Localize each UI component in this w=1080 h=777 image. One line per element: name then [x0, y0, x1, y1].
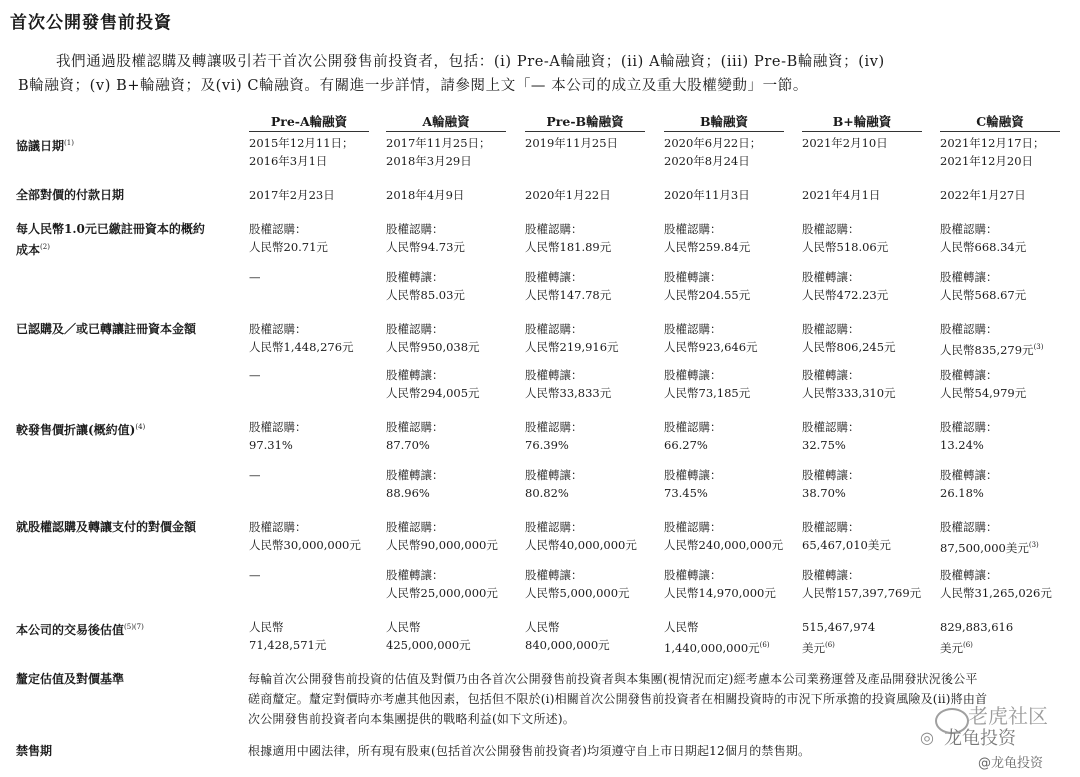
- cell-discount-sub-pre-a: 股權認購： 97.31%: [249, 420, 307, 452]
- column-rule: [386, 131, 506, 132]
- cell-discount-sub-b-plus: 股權認購： 32.75%: [802, 420, 860, 452]
- cell-consideration-tr-pre-a: —: [249, 568, 261, 582]
- cell-discount-tr-pre-a: —: [249, 468, 261, 482]
- row-label-discount: 較發售價折讓(概約值)$^{(4)}$: [16, 423, 146, 437]
- cell-valuation-b: 人民幣 1,440,000,000元$^{(6)}$: [664, 620, 770, 655]
- cell-cost-sub-b: 股權認購： 人民幣259.84元: [664, 222, 751, 254]
- cell-consideration-tr-b-plus: 股權轉讓： 人民幣157,397,769元: [802, 568, 922, 600]
- cell-cost-sub-c: 股權認購： 人民幣668.34元: [940, 222, 1027, 254]
- cell-consideration-tr-pre-b: 股權轉讓： 人民幣5,000,000元: [525, 568, 630, 600]
- cell-capital-tr-pre-b: 股權轉讓： 人民幣33,833元: [525, 368, 612, 400]
- cell-consideration-tr-c: 股權轉讓： 人民幣31,265,026元: [940, 568, 1052, 600]
- watermark-text-brand: 龙龟投资: [944, 728, 1016, 749]
- column-header-c: C輪融資: [976, 114, 1024, 129]
- column-header-b-plus: B+輪融資: [832, 114, 892, 129]
- cell-discount-sub-c: 股權認購： 13.24%: [940, 420, 998, 452]
- cell-cost-sub-pre-b: 股權認購： 人民幣181.89元: [525, 222, 612, 254]
- cell-discount-sub-b: 股權認購： 66.27%: [664, 420, 722, 452]
- cell-payment-date-b-plus: 2021年4月1日: [802, 188, 881, 202]
- cell-valuation-pre-a: 人民幣 71,428,571元: [249, 620, 327, 652]
- cell-cost-tr-c: 股權轉讓： 人民幣568.67元: [940, 270, 1027, 302]
- cell-discount-sub-pre-b: 股權認購： 76.39%: [525, 420, 583, 452]
- cell-cost-sub-b-plus: 股權認購： 人民幣518.06元: [802, 222, 889, 254]
- wechat-logo-icon: ◎: [920, 728, 934, 747]
- cell-valuation-pre-b: 人民幣 840,000,000元: [525, 620, 610, 652]
- cell-cost-tr-pre-a: —: [249, 270, 261, 284]
- cell-valuation-b-plus: 515,467,974 美元$^{(6)}$: [802, 620, 876, 655]
- cell-capital-tr-c: 股權轉讓： 人民幣54,979元: [940, 368, 1027, 400]
- cell-payment-date-c: 2022年1月27日: [940, 188, 1026, 202]
- cell-capital-tr-b-plus: 股權轉讓： 人民幣333,310元: [802, 368, 896, 400]
- row-label-basis: 釐定估值及對價基準: [16, 672, 125, 686]
- row-label-payment-date: 全部對價的付款日期: [16, 188, 125, 202]
- cell-cost-tr-a: 股權轉讓： 人民幣85.03元: [386, 270, 465, 302]
- cell-capital-sub-pre-a: 股權認購： 人民幣1,448,276元: [249, 322, 354, 354]
- cell-discount-tr-pre-b: 股權轉讓： 80.82%: [525, 468, 583, 500]
- cell-capital-sub-c: 股權認購： 人民幣835,279元$^{(3)}$: [940, 322, 1044, 357]
- cell-valuation-a: 人民幣 425,000,000元: [386, 620, 471, 652]
- cell-consideration-sub-c: 股權認購： 87,500,000美元$^{(3)}$: [940, 520, 1039, 555]
- cell-payment-date-a: 2018年4月9日: [386, 188, 465, 202]
- cell-agreement-date-b: 2020年6月22日； 2020年8月24日: [664, 136, 762, 168]
- cell-consideration-sub-b-plus: 股權認購： 65,467,010美元: [802, 520, 891, 552]
- cell-consideration-sub-a: 股權認購： 人民幣90,000,000元: [386, 520, 498, 552]
- column-header-a: A輪融資: [422, 114, 470, 129]
- cell-agreement-date-a: 2017年11月25日； 2018年3月29日: [386, 136, 491, 168]
- row-label-registered-capital: 已認購及／或已轉讓註冊資本金額: [16, 322, 197, 336]
- cell-consideration-sub-pre-b: 股權認購： 人民幣40,000,000元: [525, 520, 637, 552]
- cell-capital-sub-b: 股權認購： 人民幣923,646元: [664, 322, 758, 354]
- row-label-cost-per-share: 每人民幣1.0元已繳註冊資本的概約 成本$^{(2)}$: [16, 222, 205, 257]
- cell-payment-date-b: 2020年11月3日: [664, 188, 750, 202]
- cell-agreement-date-pre-a: 2015年12月11日； 2016年3月1日: [249, 136, 354, 168]
- cell-payment-date-pre-a: 2017年2月23日: [249, 188, 335, 202]
- column-rule: [802, 131, 922, 132]
- cell-agreement-date-pre-b: 2019年11月25日: [525, 136, 619, 150]
- cell-consideration-tr-b: 股權轉讓： 人民幣14,970,000元: [664, 568, 776, 600]
- column-rule: [940, 131, 1060, 132]
- cell-capital-tr-pre-a: —: [249, 368, 261, 382]
- cell-payment-date-pre-b: 2020年1月22日: [525, 188, 611, 202]
- cell-capital-sub-a: 股權認購： 人民幣950,038元: [386, 322, 480, 354]
- cell-agreement-date-b-plus: 2021年2月10日: [802, 136, 888, 150]
- cell-discount-tr-b: 股權轉讓： 73.45%: [664, 468, 722, 500]
- watermark-text-community: 老虎社区: [968, 704, 1048, 728]
- cell-cost-tr-b: 股權轉讓： 人民幣204.55元: [664, 270, 751, 302]
- column-header-pre-a: Pre-A輪融資: [270, 114, 348, 129]
- column-rule: [664, 131, 784, 132]
- cell-discount-sub-a: 股權認購： 87.70%: [386, 420, 444, 452]
- section-title: 首次公開發售前投資: [10, 13, 172, 33]
- cell-consideration-tr-a: 股權轉讓： 人民幣25,000,000元: [386, 568, 498, 600]
- cell-consideration-sub-pre-a: 股權認購： 人民幣30,000,000元: [249, 520, 361, 552]
- watermark-text-handle: @龙龟投资: [978, 756, 1044, 771]
- column-rule: [249, 131, 369, 132]
- cell-agreement-date-c: 2021年12月17日； 2021年12月20日: [940, 136, 1045, 168]
- column-header-pre-b: Pre-B輪融資: [546, 114, 624, 129]
- cell-consideration-sub-b: 股權認購： 人民幣240,000,000元: [664, 520, 784, 552]
- lockup-text: 根據適用中國法律，所有現有股東(包括首次公開發售前投資者)均須遵守自上市日期起12個月的禁售期。: [248, 744, 811, 758]
- row-label-valuation: 本公司的交易後估值$^{(5)(7)}$: [16, 623, 144, 637]
- column-header-b: B輪融資: [699, 114, 749, 129]
- cell-discount-tr-a: 股權轉讓： 88.96%: [386, 468, 444, 500]
- cell-capital-sub-pre-b: 股權認購： 人民幣219,916元: [525, 322, 619, 354]
- cell-cost-tr-pre-b: 股權轉讓： 人民幣147.78元: [525, 270, 612, 302]
- cell-cost-sub-pre-a: 股權認購： 人民幣20.71元: [249, 222, 328, 254]
- cell-capital-sub-b-plus: 股權認購： 人民幣806,245元: [802, 322, 896, 354]
- row-label-consideration: 就股權認購及轉讓支付的對價金額: [16, 520, 197, 534]
- cell-discount-tr-b-plus: 股權轉讓： 38.70%: [802, 468, 860, 500]
- column-rule: [525, 131, 645, 132]
- cell-cost-sub-a: 股權認購： 人民幣94.73元: [386, 222, 465, 254]
- cell-capital-tr-b: 股權轉讓： 人民幣73,185元: [664, 368, 751, 400]
- cell-capital-tr-a: 股權轉讓： 人民幣294,005元: [386, 368, 480, 400]
- cell-discount-tr-c: 股權轉讓： 26.18%: [940, 468, 998, 500]
- basis-paragraph: 每輪首次公開發售前投資的估值及對價乃由各首次公開發售前投資者與本集團(視情況而定)經考慮本公司業務運營及產品開發狀況後公平 磋商釐定。釐定對價時亦考慮其他因素，包括但不限於(i)相關首次公開發售前投資者在相關投資時的市況下所承擔的投資風險及(ii)將由首 次公開發售前投資者向本集團提供的戰略利益(如下文所述)。: [248, 672, 988, 726]
- cell-cost-tr-b-plus: 股權轉讓： 人民幣472.23元: [802, 270, 889, 302]
- cell-valuation-c: 829,883,616 美元$^{(6)}$: [940, 620, 1014, 655]
- row-label-lockup: 禁售期: [16, 744, 53, 758]
- row-label-agreement-date: 協議日期$^{(1)}$: [16, 139, 74, 153]
- intro-line-1: 我們通過股權認購及轉讓吸引若干首次公開發售前投資者，包括：(i) Pre-A輪融資；(ii) A輪融資；(iii) Pre-B輪融資；(iv): [56, 54, 885, 70]
- intro-line-2: B輪融資；(v) B+輪融資；及(vi) C輪融資。有關進一步詳情，請參閱上文「— 本公司的成立及重大股權變動」一節。: [18, 78, 808, 94]
